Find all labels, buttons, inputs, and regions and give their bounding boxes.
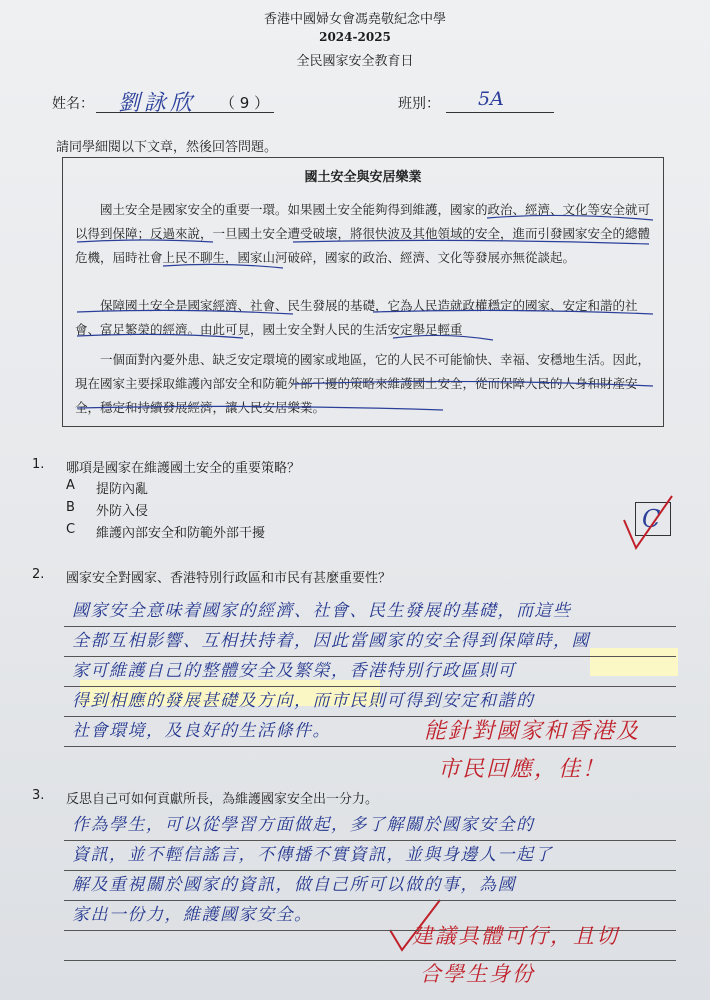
q1-option-a-text: 提防內亂 bbox=[96, 482, 149, 497]
q3-answer-line: 解及重視關於國家的資訊，做自己所可以做的事，為國 bbox=[72, 875, 516, 895]
article-paragraph-2: 保障國土安全是國家經濟、社會、民生發展的基礎，它為人民造就政權穩定的國家、安定和諧的社會、富足繁榮的經濟。由此可見，國土安全對人民的生活安定舉足輕重 bbox=[75, 298, 638, 337]
q3-answer-line: 資訊，並不輕信謠言，不傳播不實資訊，並與身邊人一起了 bbox=[72, 845, 553, 865]
article-paragraph-1: 國土安全是國家安全的重要一環。如果國土安全能夠得到維護，國家的政治、經濟、文化等安全就可以得到保障；反過來說，一旦國土安全遭受破壞，將很快波及其他領域的安全，進而引發國家安全的總體危機，屆時社會上民不聊生，國家山河破碎，國家的政治、經濟、文化等發展亦無從談起。 bbox=[75, 202, 651, 265]
academic-year: 2024-2025 bbox=[319, 30, 391, 44]
q1-option-c-letter: C bbox=[66, 522, 76, 537]
pen-underline-marks bbox=[63, 158, 663, 426]
q2-text: 國家安全對國家、香港特別行政區和市民有甚麼重要性？ bbox=[66, 571, 392, 586]
q2-answer-line: 國家安全意味着國家的經濟、社會、民生發展的基礎，而這些 bbox=[72, 601, 572, 621]
answer-rule bbox=[64, 746, 676, 747]
q3-number: 3. bbox=[32, 788, 45, 803]
q2-teacher-comment: 能針對國家和香港及 bbox=[424, 719, 641, 744]
class-label: 班別： bbox=[398, 96, 440, 112]
q1-option-b-letter: B bbox=[66, 500, 75, 515]
event-title: 全民國家安全教育日 bbox=[296, 54, 414, 69]
name-label: 姓名： bbox=[52, 96, 94, 112]
q2-number: 2. bbox=[32, 567, 45, 582]
q1-option-c-text: 維護內部安全和防範外部干擾 bbox=[96, 526, 266, 541]
school-name: 香港中國婦女會馮堯敬紀念中學 bbox=[263, 12, 446, 27]
article-box bbox=[62, 157, 664, 427]
q2-teacher-comment: 市民回應，佳！ bbox=[438, 757, 607, 782]
article-title: 國土安全與安居樂業 bbox=[304, 170, 422, 185]
q3-text: 反思自己可如何貢獻所長，為維護國家安全出一分力。 bbox=[66, 792, 379, 807]
q1-text: 哪項是國家在維護國土安全的重要策略？ bbox=[66, 461, 301, 476]
article-paragraph-3: 一個面對內憂外患、缺乏安定環境的國家或地區，它的人民不可能愉快、幸福、安穩地生活。因此，現在國家主要採取維護內部安全和防範外部干擾的策略來維護國土安全，從而保障人民的人身和財產安全，穩定和持續發展經濟，讓人民安居樂業。 bbox=[75, 352, 651, 415]
q1-number: 1. bbox=[32, 457, 45, 472]
student-name-handwritten: 劉詠欣 bbox=[118, 91, 197, 116]
q3-answer-line: 作為學生，可以從學習方面做起，多了解關於國家安全的 bbox=[72, 815, 535, 835]
q2-answer-line: 得到相應的發展甚礎及方向，而市民則可得到安定和諧的 bbox=[72, 691, 535, 711]
q2-answer-line: 全都互相影響、互相扶持着，因此當國家的安全得到保障時，國 bbox=[72, 631, 590, 651]
q1-option-a-letter: A bbox=[66, 478, 75, 493]
q1-answer-box bbox=[635, 502, 671, 536]
q2-answer-line: 家可維護自己的整體安全及繁榮，香港特別行政區則可 bbox=[72, 661, 516, 681]
q3-teacher-comment: 建議具體可行，且切 bbox=[412, 924, 619, 948]
instruction-text: 請同學細閱以下文章，然後回答問題。 bbox=[56, 140, 278, 155]
q1-option-b-text: 外防入侵 bbox=[96, 504, 149, 519]
highlight-mark bbox=[590, 648, 678, 676]
q1-answer-handwritten: C bbox=[642, 505, 661, 533]
class-underline bbox=[446, 112, 554, 113]
class-number: （ 9 ） bbox=[220, 94, 270, 112]
q3-answer-line: 家出一份力，維護國家安全。 bbox=[72, 905, 313, 925]
q2-answer-line: 社會環境，及良好的生活條件。 bbox=[72, 721, 331, 741]
class-handwritten: 5A bbox=[478, 88, 504, 110]
q3-teacher-comment: 合學生身份 bbox=[420, 962, 535, 986]
answer-rule bbox=[64, 960, 676, 961]
